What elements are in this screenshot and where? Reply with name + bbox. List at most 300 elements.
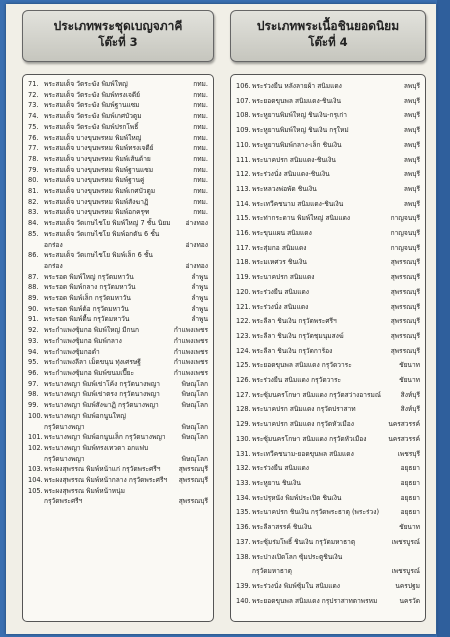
item-number: 78. [28,154,39,163]
item-name: พระรอด พิมพ์เล็ก กรุวัดมหาวัน [44,294,131,303]
item-province [206,250,208,261]
item-province: ชัยนาท [399,376,420,385]
item-province: นครวัด [399,596,420,605]
item-province: นครสวรรค์ [388,434,420,443]
item-province: ลำพูน [191,315,208,324]
list-item [236,211,420,226]
item-province: อยุธยา [400,493,420,502]
item-name: พระนาคปรก สนิมแดง [252,273,315,282]
item-number: 116. [236,229,251,238]
list-item [28,261,208,272]
table-4-title: ประเภทพระเนื้อชินยอดนิยม [256,19,400,33]
item-name: พระร่วงนั่ง สนิมแดง [252,302,309,311]
list-item [28,207,208,218]
item-province: สุพรรณบุรี [390,287,420,296]
item-name: พระท่ากระดาน พิมพ์ใหญ่ สนิมแดง [252,214,351,223]
item-number: 96. [28,368,39,377]
list-item [236,491,420,506]
list-item [28,304,208,315]
item-name: พระสมเด็จ บางขุนพรหม พิมพ์ฐานแซม [44,165,154,174]
item-number: 117. [236,243,251,252]
list-item [236,153,420,168]
list-item [236,344,420,359]
item-number: 135. [236,508,251,517]
item-number: 80. [28,176,39,185]
item-number: 83. [28,208,39,217]
item-province: ลำพูน [191,283,208,292]
item-province: กาญจนบุรี [390,214,420,223]
item-province: กทม. [193,176,208,185]
item-province: กำแพงเพชร [173,358,208,367]
list-item [28,314,208,325]
item-province: ลพบุรี [403,111,420,120]
item-province: อยุธยา [400,508,420,517]
item-name: พระซุ้มนครโกษา สนิมแดง กรุวัดสว่างอารมณ์ [252,390,381,399]
item-name: พระสมเด็จ วัดเกษไชโย พิมพ์เล็ก 6 ชั้น [44,251,153,260]
item-number: 128. [236,405,251,414]
item-name: พระหูยานพิมพ์ใหญ่ ชินเงิน กรุใหม่ [252,126,349,135]
list-item [236,447,420,462]
item-name: พระสมเด็จ วัดเกษไชโย พิมพ์ใหญ่ 7 ชั้น นิยม [44,219,171,228]
item-number: 110. [236,140,251,149]
list-item [28,389,208,400]
list-item [236,520,420,535]
item-name: พระรอด พิมพ์ตื้น กรุวัดมหาวัน [44,315,130,324]
item-province: ลำพูน [191,294,208,303]
item-name: พระยอดขุนพล สนิมแดง กรุปราสาทตาพรหม [252,596,378,605]
list-item [236,167,420,182]
item-name: พระนางพญา พิมพ์ทรงเทวดา อกแฟบ [44,443,149,452]
item-name: พระนางพญา พิมพ์อกนูนเล็ก กรุวัดนางพญา [44,433,166,442]
item-number [28,454,44,465]
list-item [28,325,208,336]
item-province: นครปฐม [395,581,420,590]
item-name: พระสมเด็จ บางขุนพรหม พิมพ์ฐานคู่ [44,176,145,185]
item-number: 75. [28,122,39,131]
list-item [28,454,208,465]
item-name: พระปางเปิดโลก ซุ้มประตูชินเงิน [252,552,343,561]
list-item [28,443,208,454]
list-item [236,402,420,417]
item-number: 115. [236,214,251,223]
item-name: พระปรุหนัง พิมพ์ประเปิด ชินเงิน [252,493,342,502]
item-name: พระนาคปรก ชินเงิน กรุวัดพระธาตุ (พระร่วง) [252,508,380,517]
table-4-header [230,10,426,62]
item-name: อกร่อง [44,240,63,249]
list-item [236,373,420,388]
item-province: ลพบุรี [403,155,420,164]
item-number: 118. [236,258,251,267]
list-item [28,111,208,122]
item-number: 120. [236,287,251,296]
item-name: พระสมเด็จ บางขุนพรหม พิมพ์ทรงเจดีย์ [44,144,154,153]
item-number: 74. [28,112,39,121]
item-province: สุพรรณบุรี [390,302,420,311]
item-number: 119. [236,273,251,282]
list-item [236,108,420,123]
item-province: ลพบุรี [403,126,420,135]
item-name: กรุวัดนางพญา [44,422,85,431]
item-name: กรุวัดพระศรีฯ [44,497,83,506]
item-province: สิงห์บุรี [400,390,420,399]
list-item [236,300,420,315]
item-name: พระหลวงพ่อพัด ชินเงิน [252,184,317,193]
list-item [28,143,208,154]
item-name: พระหูยาน ชินเงิน [252,478,301,487]
item-province: กทม. [193,90,208,99]
list-item [236,432,420,447]
list-item [236,579,420,594]
list-item [28,347,208,358]
item-name: พระเทวีคชนาม-ยอดขุนพล สนิมแดง [252,449,354,458]
list-item [236,550,420,565]
item-name: พระสมเด็จ วัดระฆัง พิมพ์เกศบัวตูม [44,112,142,121]
item-province: อ่างทอง [185,240,208,249]
table-4-subtitle: โต๊ะที่ 4 [308,35,348,49]
item-number: 77. [28,144,39,153]
list-item [236,94,420,109]
item-name: พระสมเด็จ บางขุนพรหม พิมพ์สังฆาฏิ [44,197,149,206]
item-number: 73. [28,101,39,110]
list-item [236,461,420,476]
item-name: พระร่วงยืน สนิมแดง [252,287,309,296]
list-item [28,336,208,347]
item-number: 124. [236,346,251,355]
item-province: กาญจนบุรี [390,243,420,252]
item-number: 97. [28,379,39,388]
item-name: พระสมเด็จ บางขุนพรหม พิมพ์ใหญ่ [44,133,142,142]
item-name: พระลีลาสรรค์ ชินเงิน [252,523,312,532]
item-province: อ่างทอง [185,219,208,228]
item-number [28,422,44,433]
item-number: 130. [236,434,251,443]
list-item [28,229,208,240]
item-name: พระร่วงนั่ง สนิมแดง-ชินเงิน [252,170,330,179]
item-name: พระสุ่มกอ สนิมแดง [252,243,307,252]
list-item [28,411,208,422]
item-name: พระสมเด็จ วัดระฆัง พิมพ์ทรงเจดีย์ [44,90,140,99]
list-item [236,270,420,285]
item-number: 113. [236,184,251,193]
item-name: พระซุ้มนครโกษา สนิมแดง กรุวัดหัวเมือง [252,434,367,443]
item-name: พระนาคปรก สนิมแดง กรุวัดหัวเมือง [252,420,354,429]
item-province: พิษณุโลก [181,433,208,442]
item-number [28,496,44,507]
list-item [236,285,420,300]
item-number: 109. [236,126,251,135]
item-province: เพชรบุรี [397,449,420,458]
item-number: 111. [236,155,251,164]
item-number [28,261,44,272]
item-province: สุพรรณบุรี [178,465,208,474]
item-province [206,229,208,240]
item-name: พระกำแพงซุ้มกอ พิมพ์ใหญ่ มีกนก [44,326,139,335]
list-item [28,368,208,379]
item-number: 72. [28,90,39,99]
item-province: ชัยนาท [399,361,420,370]
table-4-list [230,74,426,622]
item-name: พระลีลา ชินเงิน กรุวัดชุมนุมสงฆ์ [252,331,344,340]
item-name: พระกำแพงซุ้มกอ พิมพ์กลาง [44,336,122,345]
item-number: 106. [236,82,251,90]
list-item [28,240,208,251]
item-name: พระกำแพงซุ้มกอ พิมพ์ขนมเปี๊ยะ [44,368,135,377]
item-name: พระนางพญา พิมพ์เข่าโค้ง กรุวัดนางพญา [44,379,161,388]
item-province: ลพบุรี [403,184,420,193]
list-item [28,464,208,475]
list-item [236,79,420,94]
item-province: สุพรรณบุรี [390,331,420,340]
item-name: พระสมเด็จ บางขุนพรหม พิมพ์เกศบัวตูม [44,187,156,196]
item-number: 140. [236,596,251,605]
item-number: 91. [28,315,39,324]
list-item [28,186,208,197]
item-name: พระซุ้มร่มโพธิ์ ชินเงิน กรุวัดมหาธาตุ [252,537,356,546]
item-name: พระสมเด็จ วัดระฆัง พิมพ์ใหญ่ [44,80,128,88]
item-province: กทม. [193,187,208,196]
item-name: พระกำแพงซุ้มกอดำ [44,347,100,356]
table-3-header [22,10,214,62]
item-name: กรุวัดมหาธาตุ [252,567,292,576]
item-province: กทม. [193,122,208,131]
item-province: ลพบุรี [403,170,420,179]
list-item [28,379,208,390]
table-3-title: ประเภทพระชุดเบญจภาคี [53,19,183,33]
item-number: 133. [236,478,251,487]
list-item [28,90,208,101]
item-province: ลำพูน [191,272,208,281]
item-province: กทม. [193,133,208,142]
item-name: พระกำแพงลีลา เม็ดขนุน ทุ่งเศรษฐี [44,358,141,367]
item-province: อยุธยา [400,464,420,473]
list-item [236,505,420,520]
item-number: 134. [236,493,251,502]
item-province: ลพบุรี [403,96,420,105]
item-number: 86. [28,251,39,260]
list-item [28,250,208,261]
item-name: พระผงสุพรรณ พิมพ์หน้าแก่ กรุวัดพระศรีฯ [44,465,161,474]
item-number: 94. [28,347,39,356]
list-item [28,486,208,497]
item-province: นครสวรรค์ [388,420,420,429]
item-number: 104. [28,476,43,485]
item-number: 101. [28,433,43,442]
item-province: กทม. [193,165,208,174]
item-name: พระสมเด็จ วัดระฆัง พิมพ์ปรกโพธิ์ [44,122,139,131]
item-province: ลพบุรี [403,199,420,208]
item-number: 100. [28,411,43,420]
item-number: 95. [28,358,39,367]
item-name: พระรอด พิมพ์กลาง กรุวัดมหาวัน [44,283,136,292]
item-province: กาญจนบุรี [390,229,420,238]
list-item [28,475,208,486]
list-item [236,564,420,579]
item-province: ลพบุรี [403,82,420,90]
item-name: พระร่วงนั่ง พิมพ์ซุ้มใน สนิมแดง [252,581,341,590]
item-province: อยุธยา [400,478,420,487]
item-name: พระยอดขุนพล สนิมแดง-ชินเงิน [252,96,342,105]
item-number: 126. [236,376,251,385]
item-name: พระสมเด็จ วัดเกษไชโย พิมพ์อกตัน 6 ชั้น [44,229,160,238]
item-number: 138. [236,552,251,561]
item-province [206,486,208,497]
list-item [236,535,420,550]
list-item [28,422,208,433]
list-item [236,358,420,373]
item-province [206,443,208,454]
item-province: สุพรรณบุรี [390,346,420,355]
item-name: กรุวัดนางพญา [44,454,85,463]
item-name: พระนาคปรก สนิมแดง-ชินเงิน [252,155,336,164]
document-page [6,4,436,634]
item-province: กทม. [193,112,208,121]
item-name: พระสมเด็จ บางขุนพรหม พิมพ์อกครุฑ [44,208,150,217]
item-number: 108. [236,111,251,120]
item-name: พระร่วงยืน หลังลายผ้า สนิมแดง [252,82,342,90]
item-name: พระมเหศวร ชินเงิน [252,258,307,267]
item-number: 84. [28,219,39,228]
list-item [236,138,420,153]
blue-border [437,0,450,637]
item-number: 112. [236,170,251,179]
list-item [236,226,420,241]
list-item [236,594,420,609]
item-number: 103. [28,465,43,474]
item-number [28,240,44,251]
item-number: 114. [236,199,251,208]
list-item [28,400,208,411]
list-item [236,255,420,270]
item-province: ลพบุรี [403,140,420,149]
item-name: พระนางพญา พิมพ์สังฆาฏิ กรุวัดนางพญา [44,401,159,410]
list-item [236,182,420,197]
item-number: 98. [28,390,39,399]
list-item [28,122,208,133]
item-province: สุพรรณบุรี [178,476,208,485]
item-province: พิษณุโลก [181,454,208,463]
item-province [206,411,208,422]
item-number: 82. [28,197,39,206]
item-name: พระเทวีคชนาม สนิมแดง-ชินเงิน [252,199,344,208]
list-item [236,123,420,138]
list-item [28,175,208,186]
list-item [236,476,420,491]
item-name: พระสมเด็จ วัดระฆัง พิมพ์ฐานแซม [44,101,140,110]
item-province: เพชรบูรณ์ [391,537,420,546]
item-name: พระขุนแผน สนิมแดง [252,229,312,238]
item-number: 76. [28,133,39,142]
item-name: พระนางพญา พิมพ์เข่าตรง กรุวัดนางพญา [44,390,160,399]
list-item [28,432,208,443]
list-item [28,357,208,368]
item-province: เพชรบูรณ์ [391,567,420,576]
list-item [28,197,208,208]
item-province: กทม. [193,144,208,153]
item-province: กำแพงเพชร [173,326,208,335]
item-province: กทม. [193,101,208,110]
item-number: 137. [236,537,251,546]
item-number: 90. [28,304,39,313]
list-item [28,79,208,90]
item-number: 105. [28,486,43,495]
item-province: อ่างทอง [185,261,208,270]
item-province: กทม. [193,80,208,88]
item-number: 127. [236,390,251,399]
item-number: 88. [28,283,39,292]
item-number: 81. [28,187,39,196]
item-province: พิษณุโลก [181,390,208,399]
column-table-4 [230,10,426,622]
item-number: 129. [236,420,251,429]
list-item [236,388,420,403]
item-name: พระร่วงยืน สนิมแดง กรุวัดวาระ [252,376,342,385]
item-number: 85. [28,229,39,238]
item-province [418,550,420,565]
list-item [28,100,208,111]
item-number: 87. [28,272,39,281]
item-name: พระผงสุพรรณ พิมพ์หน้าหนุ่ม [44,486,125,495]
item-number: 123. [236,331,251,340]
column-table-3 [22,10,214,622]
item-number: 131. [236,449,251,458]
table-3-subtitle: โต๊ะที่ 3 [98,35,138,49]
item-name: พระผงสุพรรณ พิมพ์หน้ากลาง กรุวัดพระศรีฯ [44,476,168,485]
item-name: พระรอด พิมพ์ต้อ กรุวัดมหาวัน [44,304,129,313]
item-province: พิษณุโลก [181,401,208,410]
item-province: สุพรรณบุรี [178,497,208,506]
list-item [28,218,208,229]
item-number: 125. [236,361,251,370]
item-number: 102. [28,443,43,452]
item-name: พระยอดขุนพล สนิมแดง กรุวัดวาระ [252,361,352,370]
item-province: พิษณุโลก [181,379,208,388]
item-name: พระนาคปรก สนิมแดง กรุวัดปราสาท [252,405,356,414]
item-province: สิงห์บุรี [400,405,420,414]
item-number: 107. [236,96,251,105]
list-item [28,496,208,507]
item-name: พระนางพญา พิมพ์อกนูนใหญ่ [44,411,126,420]
item-number: 99. [28,401,39,410]
item-province: กทม. [193,208,208,217]
item-name: พระรอด พิมพ์ใหญ่ กรุวัดมหาวัน [44,272,134,281]
item-name: พระลีลา ชินเงิน กรุวัดการ้อง [252,346,333,355]
table-3-list [22,74,214,622]
item-province: พิษณุโลก [181,422,208,431]
item-number: 139. [236,581,251,590]
list-item [28,133,208,144]
list-item [236,417,420,432]
item-number: 93. [28,336,39,345]
list-item [236,314,420,329]
item-name: พระลีลา ชินเงิน กรุวัดพระศรีฯ [252,317,337,326]
list-item [236,329,420,344]
item-province: กำแพงเพชร [173,368,208,377]
item-province: กำแพงเพชร [173,336,208,345]
item-name: พระหูยานพิมพ์กลาง-เล็ก ชินเงิน [252,140,342,149]
item-number: 121. [236,302,251,311]
list-item [28,165,208,176]
item-number: 92. [28,326,39,335]
item-number: 89. [28,294,39,303]
list-item [236,241,420,256]
item-province: ลำพูน [191,304,208,313]
item-number: 71. [28,80,39,88]
item-province: กทม. [193,154,208,163]
list-item [28,282,208,293]
list-item [28,293,208,304]
list-item [28,154,208,165]
item-name: พระสมเด็จ บางขุนพรหม พิมพ์เส้นด้าย [44,154,151,163]
